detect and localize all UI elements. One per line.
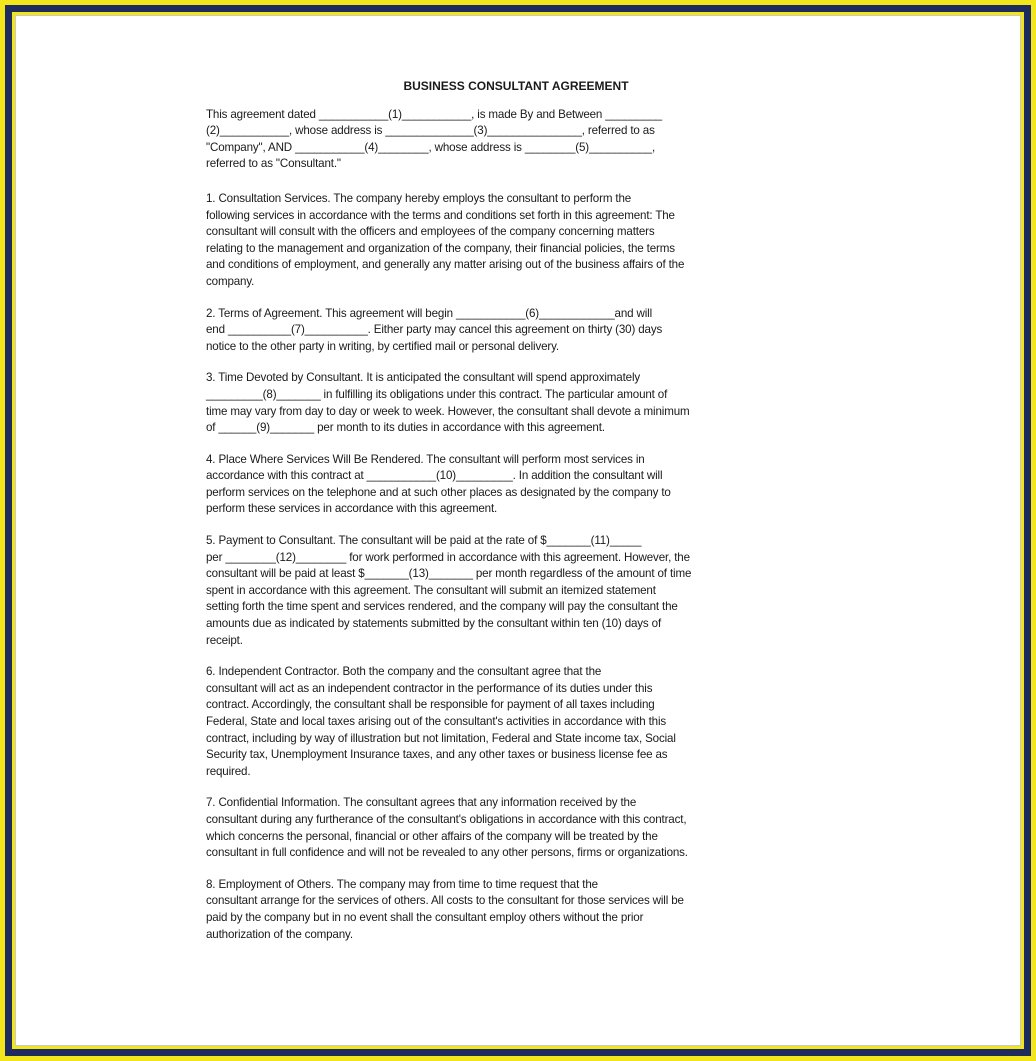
intro-paragraph: This agreement dated ___________(1)___________, is made By and Between _________ (2)___________, whose address is ______________(3)_______________, referred to as "Company", AND ___________(4)________, whose address is ________(5)__________, referred to as "Consultant." <box>206 107 662 171</box>
section-confidential-information: 7. Confidential Information. The consultant agrees that any information received by the consultant during any furtherance of the consultant's obligations in accordance with this contract, which concerns the personal, financial or other affairs of the company will be treated by the consultant in full confidence and will not be revealed to any other persons, firms or organizations. <box>206 796 688 860</box>
document-title: BUSINESS CONSULTANT AGREEMENT <box>403 79 629 93</box>
section-consultation-services: 1. Consultation Services. The company hereby employs the consultant to perform the following services in accordance with the terms and conditions set forth in this agreement: The consultant will consult with the officers and employees of the company concerning matters relating to the management and organization of the company, their financial policies, the terms and conditions of employment, and generally any matter arising out of the business affairs of the company. <box>206 191 685 288</box>
section-terms-of-agreement: 2. Terms of Agreement. This agreement will begin ___________(6)____________and will end __________(7)__________. Either party may cancel this agreement on thirty (30) days notice to the other party in writing, by certified mail or personal delivery. <box>206 306 663 353</box>
agreement-body <box>206 78 826 958</box>
section-time-devoted: 3. Time Devoted by Consultant. It is anticipated the consultant will spend approximately _________(8)_______ in fulfilling its obligations under this contract. The particular amount of time may vary from day to day or week to week. However, the consultant shall devote a minimum of ______(9)_______ per month to its duties in accordance with this agreement. <box>206 371 690 435</box>
section-payment: 5. Payment to Consultant. The consultant will be paid at the rate of $_______(11)_____ per ________(12)________ for work performed in accordance with this agreement. However, the consultant will be paid at least $_______(13)_______ per month regardless of the amount of time spent in accordance with this agreement. The consultant will submit an itemized statement setting forth the time spent and services rendered, and the company will pay the consultant the amounts due as indicated by statements submitted by the consultant within ten (10) days of receipt. <box>206 534 692 647</box>
section-independent-contractor: 6. Independent Contractor. Both the company and the consultant agree that the consultant will act as an independent contractor in the performance of its duties under this contract. Accordingly, the consultant shall be responsible for payment of all taxes including Federal, State and local taxes arising out of the consultant's activities in accordance with this contract, including by way of illustration but not limitation, Federal and State income tax, Social Security tax, Unemployment Insurance taxes, and any other taxes or business license fee as required. <box>206 665 676 778</box>
section-employment-of-others: 8. Employment of Others. The company may from time to time request that the consultant arrange for the services of others. All costs to the consultant for those services will be paid by the company but in no event shall the consultant employ others without the prior authorization of the company. <box>206 877 684 941</box>
section-place-of-services: 4. Place Where Services Will Be Rendered. The consultant will perform most services in accordance with this contract at ___________(10)_________. In addition the consultant will perform services on the telephone and at such other places as designated by the company to perform these services in accordance with this agreement. <box>206 452 671 516</box>
document-page <box>15 15 1021 1046</box>
